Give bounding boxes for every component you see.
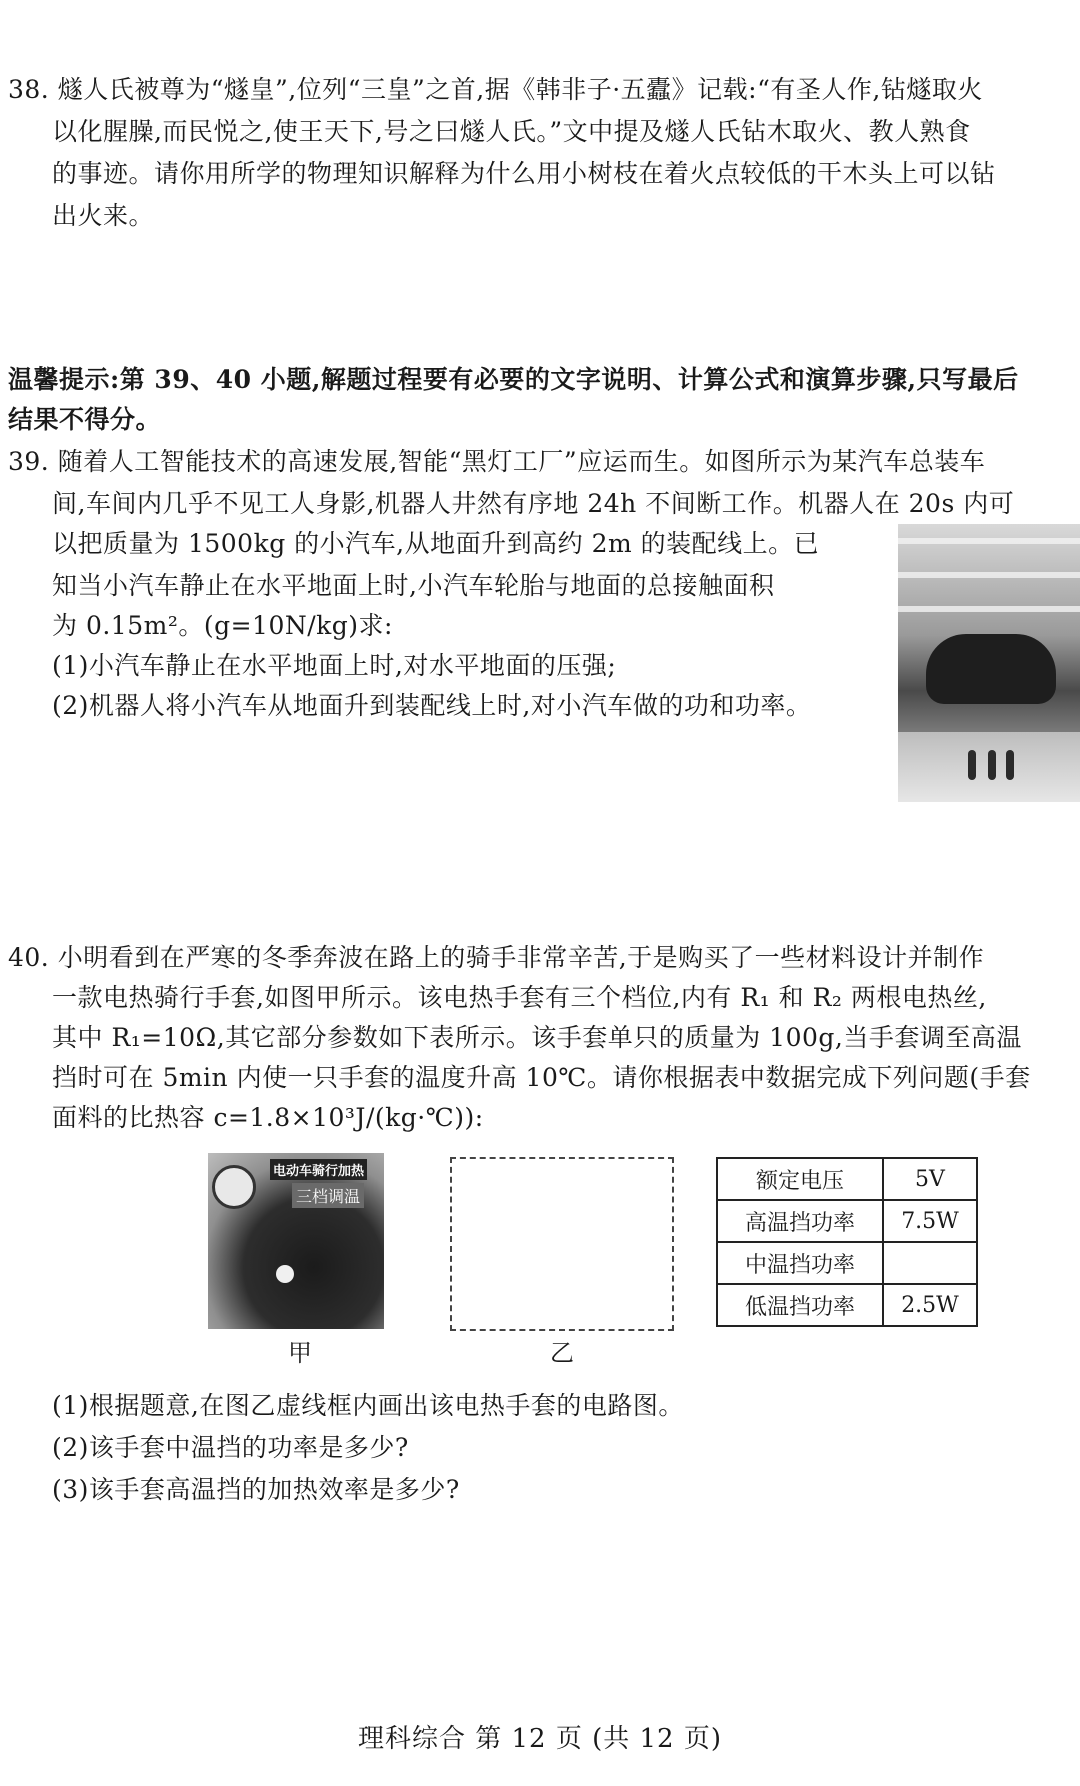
- factory-photo: [898, 524, 1080, 802]
- table-row: [717, 1284, 977, 1326]
- table-cell-label: 低温挡功率: [717, 1284, 883, 1326]
- q38-line-3: 的事迹。请你用所学的物理知识解释为什么用小树枝在着火点较低的干木头上可以钻: [52, 159, 996, 188]
- q39-line-4: 知当小汽车静止在水平地面上时,小汽车轮胎与地面的总接触面积: [52, 571, 775, 600]
- q40-line-4: 挡时可在 5min 内使一只手套的温度升高 10℃。请你根据表中数据完成下列问题(手套: [52, 1063, 1031, 1092]
- q40-line-5: 面料的比热容 c=1.8×10³J/(kg·℃)):: [52, 1103, 484, 1132]
- q39-line-6: (1)小汽车静止在水平地面上时,对水平地面的压强;: [52, 651, 617, 680]
- q39-line-2: 间,车间内几乎不见工人身影,机器人井然有序地 24h 不间断工作。机器人在 20s 内可: [52, 489, 1015, 518]
- glove-tag-modes: 三档调温: [292, 1183, 364, 1208]
- table-cell-label: 高温挡功率: [717, 1200, 883, 1242]
- q39-line-7: (2)机器人将小汽车从地面升到装配线上时,对小汽车做的功和功率。: [52, 691, 812, 720]
- q38-line-2: 以化腥臊,而民悦之,使王天下,号之曰燧人氏。”文中提及燧人氏钻木取火、教人熟食: [52, 117, 971, 146]
- q40-line-3: 其中 R₁=10Ω,其它部分参数如下表所示。该手套单只的质量为 100g,当手套调至高温: [52, 1023, 1022, 1052]
- q39-line-3: 以把质量为 1500kg 的小汽车,从地面升到高约 2m 的装配线上。已: [52, 529, 820, 558]
- table-row: [717, 1200, 977, 1242]
- q40-line-1: 40. 小明看到在严寒的冬季奔波在路上的骑手非常辛苦,于是购买了一些材料设计并制作: [8, 943, 985, 972]
- car-silhouette: [926, 634, 1056, 704]
- table-cell-value: 2.5W: [883, 1284, 977, 1326]
- heater-button-icon: [212, 1165, 256, 1209]
- caption-figure-a: 甲: [288, 1339, 312, 1367]
- q40-sub-3: (3)该手套高温挡的加热效率是多少?: [52, 1475, 460, 1504]
- table-cell-label: 额定电压: [717, 1158, 883, 1200]
- q38-line-1: 38. 燧人氏被尊为“燧皇”,位列“三皇”之首,据《韩非子·五蠹》记载:“有圣人作,钻燧取火: [8, 75, 983, 104]
- parameter-table: [716, 1157, 978, 1327]
- table-cell-value: [883, 1242, 977, 1284]
- glove-photo: [208, 1153, 384, 1329]
- circuit-drawing-box: [450, 1157, 674, 1331]
- table-cell-label: 中温挡功率: [717, 1242, 883, 1284]
- table-row: [717, 1158, 977, 1200]
- q40-sub-2: (2)该手套中温挡的功率是多少?: [52, 1433, 409, 1462]
- q38-line-4: 出火来。: [52, 201, 155, 230]
- table-cell-value: 5V: [883, 1158, 977, 1200]
- table-row: [717, 1242, 977, 1284]
- tip-line-1: 温馨提示:第 39、40 小题,解题过程要有必要的文字说明、计算公式和演算步骤,只写最后: [8, 365, 1019, 394]
- q40-sub-1: (1)根据题意,在图乙虚线框内画出该电热手套的电路图。: [52, 1391, 684, 1420]
- q40-line-2: 一款电热骑行手套,如图甲所示。该电热手套有三个档位,内有 R₁ 和 R₂ 两根电热丝,: [52, 983, 987, 1012]
- tip-line-2: 结果不得分。: [8, 405, 162, 434]
- q39-line-5: 为 0.15m²。(g=10N/kg)求:: [52, 611, 393, 640]
- q39-line-1: 39. 随着人工智能技术的高速发展,智能“黑灯工厂”应运而生。如图所示为某汽车总装车: [8, 447, 986, 476]
- glove-tag-heating: 电动车骑行加热: [270, 1159, 367, 1180]
- caption-figure-b: 乙: [550, 1339, 574, 1367]
- table-cell-value: 7.5W: [883, 1200, 977, 1242]
- page-footer: 理科综合 第 12 页 (共 12 页): [357, 1724, 723, 1754]
